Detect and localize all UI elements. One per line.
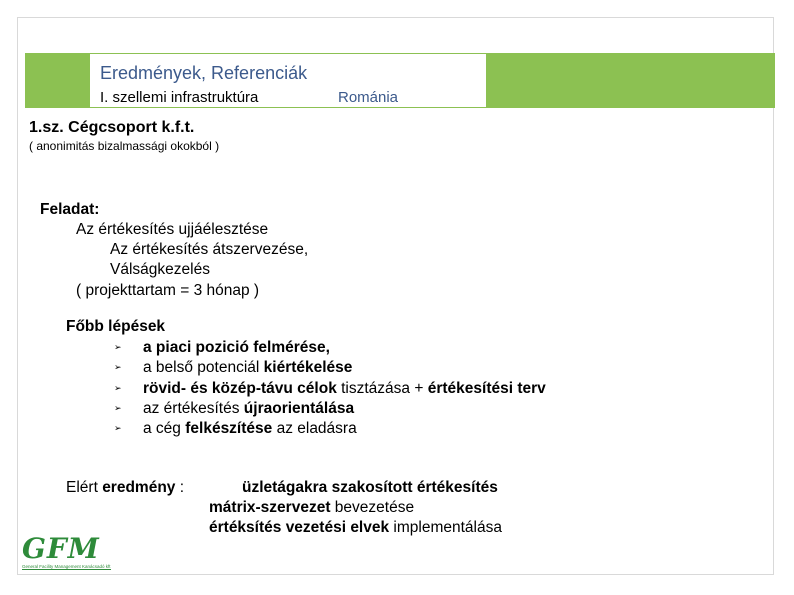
step-item-text: a piaci pozició felmérése, — [143, 339, 330, 356]
bullet-arrow-icon: ➢ — [114, 402, 122, 413]
step-item-text: a cég — [143, 420, 186, 438]
result-label-bold: eredmény — [102, 479, 176, 496]
task-line-1: Az értékesítés ujjáélesztése — [76, 221, 269, 238]
step-item-text: újraorientálása — [243, 399, 355, 417]
bullet-arrow-icon: ➢ — [114, 382, 122, 393]
country-label: Románia — [338, 89, 399, 106]
result-label — [66, 478, 184, 497]
company-name: 1.sz. Cégcsoport k.f.t. — [29, 119, 195, 136]
step-item — [143, 358, 352, 377]
result-line-2-plain: bevezetése — [330, 499, 415, 516]
result-line-2 — [209, 498, 414, 517]
step-item — [143, 338, 330, 357]
step-item-text: rövid- és közép-távu célok — [143, 379, 342, 397]
step-item-text: tisztázása + — [341, 379, 428, 397]
result-label-colon: : — [175, 479, 185, 496]
bullet-arrow-icon: ➢ — [114, 342, 122, 352]
task-line-3: Válságkezelés — [110, 261, 210, 278]
step-item — [143, 379, 546, 398]
step-item-text: az eladásra — [272, 420, 357, 438]
result-line-2-bold: mátrix-szervezet — [209, 499, 331, 516]
result-line-1: üzletágakra szakosított értékesítés — [242, 479, 498, 496]
step-item-text: értékesítési terv — [427, 379, 546, 397]
bullet-arrow-icon: ➢ — [114, 423, 122, 434]
result-line-3-plain: implementálása — [389, 519, 502, 536]
step-item-text: az értékesítés — [143, 399, 244, 417]
step-item-text: kiértékelése — [263, 359, 353, 377]
slide-subtitle: I. szellemi infrastruktúra — [100, 89, 259, 106]
gfm-logo-tagline: General Facility Management Kanácsadó kft — [22, 564, 111, 569]
step-item — [143, 399, 354, 418]
result-label-plain: Elért — [66, 479, 103, 496]
header-green-block-left — [25, 53, 90, 108]
result-line-3-bold: értéksítés vezetési elvek — [209, 519, 390, 536]
task-line-2: Az értékesítés átszervezése, — [110, 241, 309, 258]
header-green-block-right — [486, 53, 775, 108]
result-line-3 — [209, 518, 502, 537]
task-heading: Feladat: — [40, 201, 100, 218]
slide-title: Eredmények, Referenciák — [100, 63, 308, 83]
gfm-logo: GFM — [22, 532, 100, 565]
task-duration: ( projekttartam = 3 hónap ) — [76, 282, 260, 299]
anonymity-note: ( anonimitás bizalmassági okokból ) — [29, 139, 220, 153]
steps-heading: Főbb lépések — [66, 318, 166, 335]
bullet-arrow-icon: ➢ — [114, 362, 122, 373]
step-item — [143, 419, 357, 438]
step-item-text: felkészítése — [185, 420, 273, 438]
step-item-text: a belső potenciál — [143, 359, 264, 377]
